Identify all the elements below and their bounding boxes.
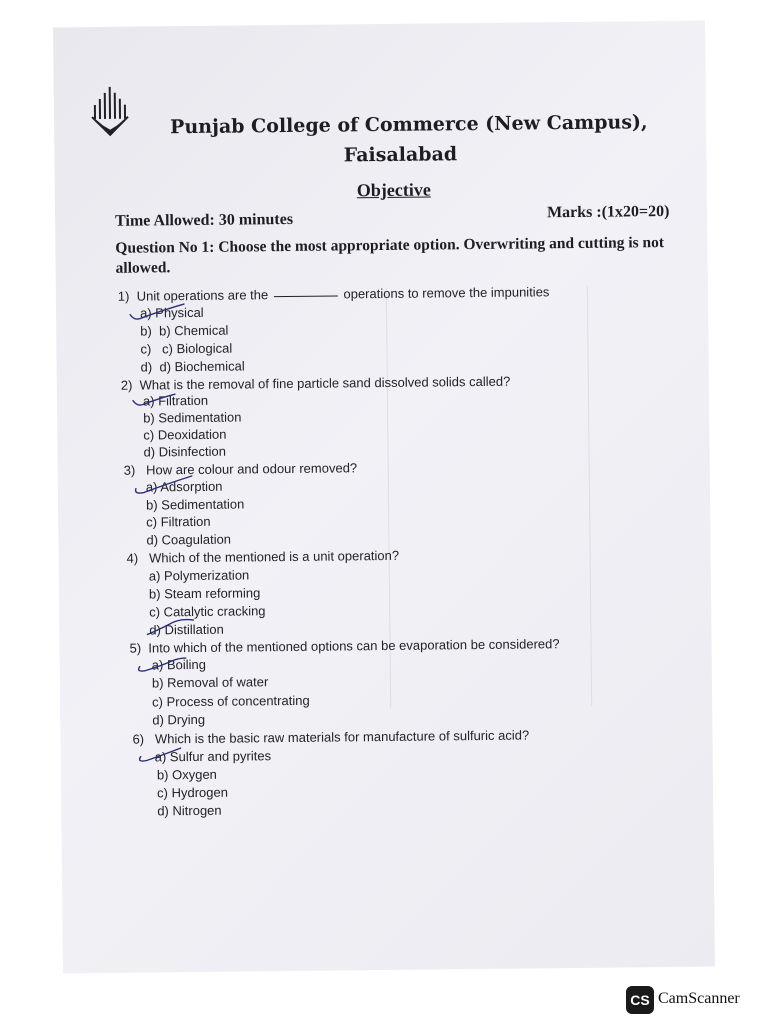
question-text-after: operations to remove the impunities	[343, 284, 550, 302]
camscanner-logo: CS	[626, 986, 654, 1014]
college-name-line1: Punjab College of Commerce (New Campus),	[170, 111, 648, 139]
option-1c	[140, 341, 232, 357]
option-4c: c) Catalytic cracking	[149, 603, 266, 620]
option-4d: d) Distillation	[149, 621, 224, 638]
time-allowed: Time Allowed: 30 minutes	[115, 210, 294, 230]
question-3	[124, 460, 358, 477]
question-text: Into which of the mentioned options can be evaporation be considered?	[148, 636, 560, 656]
option-text: b) Chemical	[158, 322, 229, 339]
question-text: What is the removal of fine particle sand dissolved solids called?	[139, 373, 511, 393]
option-4a: a) Polymerization	[148, 567, 250, 584]
option-5d: d) Drying	[152, 711, 206, 728]
answer-blank	[274, 295, 338, 297]
marks: Marks :(1x20=20)	[546, 202, 670, 222]
option-1b	[140, 323, 228, 339]
option-2a: a) Filtration	[142, 392, 209, 409]
option-1a: a) Physical	[139, 304, 204, 321]
question-number: 2)	[120, 377, 133, 393]
question-text: How are colour and odour removed?	[146, 460, 358, 478]
option-prefix: c)	[140, 341, 152, 357]
question-number: 4)	[126, 550, 139, 566]
option-5b: b) Removal of water	[151, 674, 269, 691]
option-4b: b) Steam reforming	[148, 585, 261, 602]
camscanner-watermark: CamScanner	[658, 990, 740, 1007]
option-5c: c) Process of concentrating	[152, 692, 310, 710]
instruction: Question No 1: Choose the most appropriate option. Overwriting and cutting is not allowed.	[115, 234, 665, 277]
option-prefix: d)	[140, 359, 153, 375]
option-3a: a) Adsorption	[145, 478, 223, 495]
option-6a: a) Sulfur and pyrites	[154, 748, 272, 765]
option-6b: b) Oxygen	[156, 766, 217, 783]
option-1d	[141, 358, 245, 374]
option-3c: c) Filtration	[146, 513, 211, 530]
question-4	[127, 548, 400, 566]
option-2d: d) Disinfection	[143, 443, 226, 460]
section-title: Objective	[356, 179, 431, 201]
exam-paper	[53, 21, 715, 974]
option-5a: a) Boiling	[151, 656, 207, 673]
option-text: d) Biochemical	[159, 358, 245, 375]
question-text-before: Unit operations are the	[136, 287, 269, 304]
option-prefix: b)	[140, 323, 152, 339]
option-2b: b) Sedimentation	[143, 409, 242, 426]
option-3d: d) Coagulation	[146, 531, 232, 548]
question-number: 5)	[129, 640, 142, 656]
option-2c: c) Deoxidation	[143, 426, 227, 443]
college-name	[170, 107, 648, 172]
option-6d: d) Nitrogen	[157, 802, 222, 819]
college-logo	[88, 83, 133, 141]
question-number: 1)	[117, 288, 130, 304]
question-6	[132, 727, 529, 746]
question-number: 6)	[132, 731, 145, 747]
question-text: Which is the basic raw materials for manufacture of sulfuric acid?	[154, 727, 530, 747]
option-text: c) Biological	[162, 340, 233, 357]
college-name-line2: Faisalabad	[343, 143, 458, 167]
question-text: Which of the mentioned is a unit operation?	[148, 547, 400, 566]
question-number: 3)	[123, 462, 136, 478]
option-6c: c) Hydrogen	[157, 784, 228, 801]
option-3b: b) Sedimentation	[145, 496, 245, 513]
